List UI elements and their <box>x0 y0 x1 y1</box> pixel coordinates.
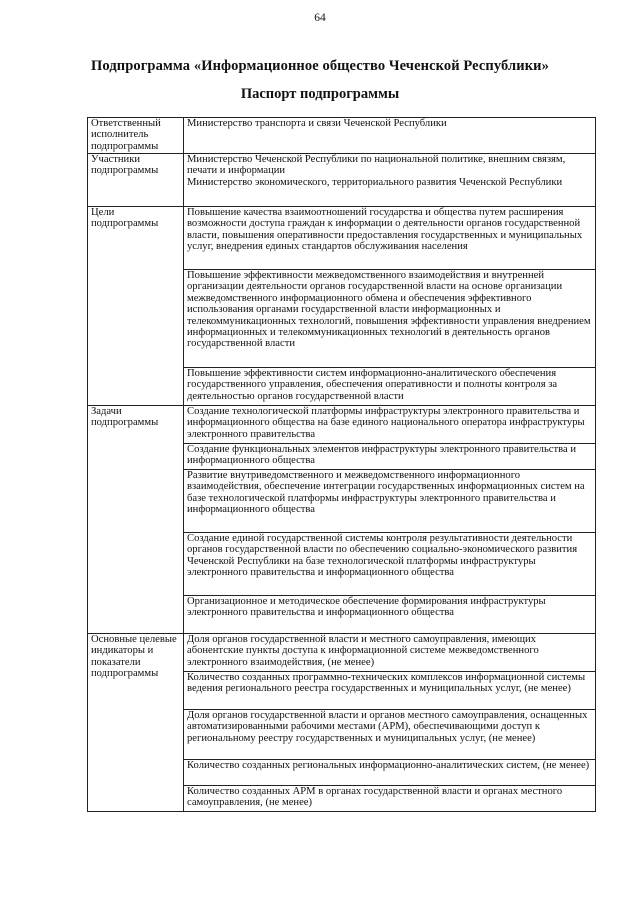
row-value: Количество созданных программно-технических комплексов информационной системы ведения регионального реестра государственных и муниципальных услуг, (не менее) <box>184 672 596 710</box>
table-row <box>88 634 596 672</box>
passport-table <box>87 117 596 812</box>
row-label <box>88 118 184 154</box>
label-text: Цели подпрограммы <box>91 207 159 230</box>
row-label <box>88 634 184 812</box>
row-value: Создание функциональных элементов инфраструктуры электронного правительства и информационного общества <box>184 444 596 470</box>
row-value: Количество созданных региональных информационно-аналитических систем, (не менее) <box>184 760 596 786</box>
row-value: Повышение эффективности систем информационно-аналитического обеспечения государственного управления, обеспечения оперативности и полноты контроля за деятельностью органов государственной власти <box>184 368 596 406</box>
row-value: Создание технологической платформы инфраструктуры электронного правительства и информационного общества на базе единого национального оператора инфраструктуры электронного правительства <box>184 406 596 444</box>
row-value: Организационное и методическое обеспечение формирования инфраструктуры электронного правительства и информационного общества <box>184 596 596 634</box>
row-value: Доля органов государственной власти и местного самоуправления, имеющих абонентские пункты доступа к информационной системе межведомственного электронного взаимодействия, (не менее) <box>184 634 596 672</box>
row-value: Доля органов государственной власти и органов местного самоуправления, оснащенных автоматизированными рабочими местами (АРМ), обеспечивающими доступ к региональному реестру государственных и муниципальных услуг, (не менее) <box>184 710 596 760</box>
page-number: 64 <box>314 12 326 24</box>
row-value: Повышение эффективности межведомственного взаимодействия и внутренней организации деятельности органов государственной власти на основе организации межведомственного информационного обмена и обеспечения эффективного использования органами государственной власти информационных и телекоммуникационных технологий, повышения эффективности управления внедрением информационных и телекоммуникационных технологий в деятельность органов государственной власти <box>184 270 596 368</box>
label-text: Задачи подпрограммы <box>91 406 159 429</box>
row-value: Развитие внутриведомственного и межведомственного информационного взаимодействия, обеспечение интеграции государственных информационных систем на базе технологической платформы инфраструктуры электронного правительства и информационного общества <box>184 470 596 533</box>
label-text: Ответственный исполнитель подпрограммы <box>91 118 161 152</box>
row-label <box>88 406 184 634</box>
row-value: Повышение качества взаимоотношений государства и общества путем расширения возможности доступа граждан к информации о деятельности органов государственной власти, повышения оперативности предоставления государственных и муниципальных услуг, внедрения единых стандартов обслуживания населения <box>184 207 596 270</box>
row-label <box>88 154 184 207</box>
document-title: Подпрограмма «Информационное общество Чеченской Республики» <box>91 58 549 74</box>
label-text: Основные целевые индикаторы и показатели подпрограммы <box>91 634 177 680</box>
participants-text: Министерство Чеченской Республики по национальной политике, внешним связям, печати и информации Министерство экономического, территориального развития Чеченской Республики <box>187 154 566 188</box>
label-text: Участники подпрограммы <box>91 154 159 177</box>
row-value: Количество созданных АРМ в органах государственной власти и органах местного самоуправления, (не менее) <box>184 786 596 812</box>
table-row <box>88 154 596 207</box>
row-value: Создание единой государственной системы контроля результативности деятельности органов государственной власти по обеспечению социально-экономического развития Чеченской Республики на базе технологической платформы инфраструктуры электронного правительства и информационного общества <box>184 533 596 596</box>
document-subtitle: Паспорт подпрограммы <box>240 86 400 102</box>
row-label <box>88 207 184 406</box>
table-row <box>88 118 596 154</box>
row-value <box>184 154 596 207</box>
table-row <box>88 207 596 270</box>
table-row <box>88 406 596 444</box>
row-value: Министерство транспорта и связи Чеченской Республики <box>184 118 596 154</box>
